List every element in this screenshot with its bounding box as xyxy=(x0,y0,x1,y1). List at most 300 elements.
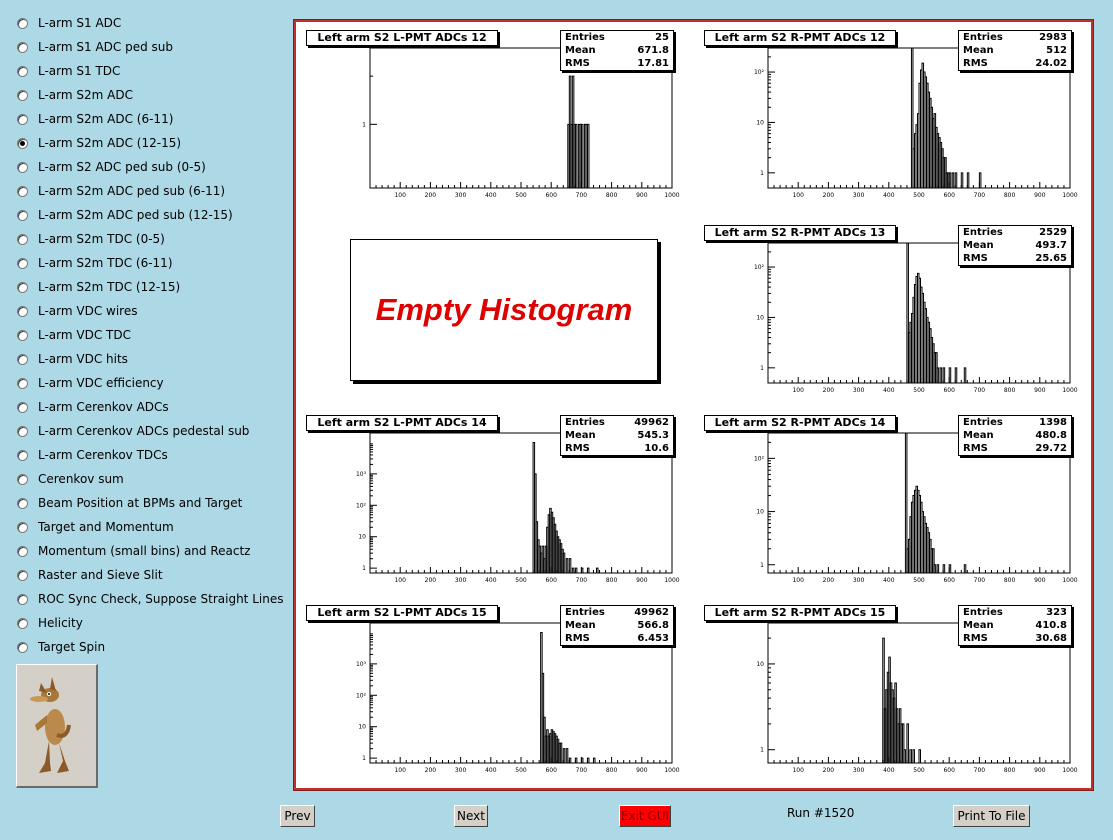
stats-label: RMS xyxy=(963,633,988,644)
x-tick-label: 700 xyxy=(973,192,986,199)
stats-row-rms xyxy=(959,632,1071,645)
x-tick-label: 300 xyxy=(852,387,865,394)
x-tick-label: 900 xyxy=(1034,192,1046,199)
x-tick-label: 300 xyxy=(454,192,467,199)
coyote-icon xyxy=(17,665,96,786)
x-tick-label: 800 xyxy=(605,192,618,199)
stats-label: Mean xyxy=(565,620,596,631)
x-tick-label: 100 xyxy=(792,387,804,394)
histogram-panel xyxy=(702,605,1092,785)
histogram-bin xyxy=(937,368,939,383)
histogram-bin xyxy=(569,559,571,573)
x-tick-label: 400 xyxy=(883,387,895,394)
x-tick-label: 1000 xyxy=(1062,767,1078,774)
x-tick-label: 200 xyxy=(424,767,437,774)
x-tick-label: 300 xyxy=(852,192,865,199)
menu-option[interactable] xyxy=(17,350,128,368)
x-tick-label: 200 xyxy=(822,387,835,394)
histogram-bin xyxy=(955,173,957,188)
x-tick-label: 200 xyxy=(424,577,437,584)
x-tick-label: 800 xyxy=(1003,387,1016,394)
menu-option-label: L-arm S2m ADC (6-11) xyxy=(38,112,174,126)
menu-option-label: L-arm VDC efficiency xyxy=(38,376,164,390)
stats-value: 512 xyxy=(1046,45,1067,56)
radio-button[interactable] xyxy=(17,642,28,653)
x-tick-label: 200 xyxy=(822,192,835,199)
next-button[interactable]: Next xyxy=(454,805,488,827)
histogram-bin xyxy=(581,568,583,573)
stats-row-entries xyxy=(561,606,673,619)
menu-option[interactable] xyxy=(17,206,233,224)
stats-row-rms xyxy=(959,442,1071,455)
stats-label: RMS xyxy=(963,58,988,69)
x-tick-label: 900 xyxy=(636,192,648,199)
menu-option-label: L-arm S1 ADC xyxy=(38,16,122,30)
stats-label: RMS xyxy=(565,633,590,644)
radio-button[interactable] xyxy=(17,594,28,605)
x-tick-label: 900 xyxy=(636,767,648,774)
histogram-bin xyxy=(560,743,562,763)
radio-button[interactable] xyxy=(17,66,28,77)
histogram-title: Left arm S2 L-PMT ADCs 14 xyxy=(306,415,498,431)
stats-value: 323 xyxy=(1046,607,1067,618)
stats-label: Mean xyxy=(963,430,994,441)
histogram-bin xyxy=(964,368,966,383)
menu-option[interactable] xyxy=(17,134,181,152)
x-tick-label: 1000 xyxy=(1062,387,1078,394)
stats-value: 480.8 xyxy=(1035,430,1067,441)
stats-label: RMS xyxy=(565,58,590,69)
stats-value: 2983 xyxy=(1039,32,1067,43)
radio-button[interactable] xyxy=(17,378,28,389)
y-tick-label: 10² xyxy=(753,455,764,463)
x-tick-label: 200 xyxy=(424,192,437,199)
stats-label: Mean xyxy=(565,45,596,56)
radio-button[interactable] xyxy=(17,282,28,293)
x-tick-label: 100 xyxy=(394,577,406,584)
histogram-title: Left arm S2 R-PMT ADCs 14 xyxy=(704,415,896,431)
radio-button[interactable] xyxy=(17,570,28,581)
histogram-bin xyxy=(593,758,595,763)
radio-button[interactable] xyxy=(17,546,28,557)
stats-value: 671.8 xyxy=(637,45,669,56)
x-tick-label: 900 xyxy=(636,577,648,584)
histogram-bin xyxy=(575,758,577,763)
radio-button[interactable] xyxy=(17,258,28,269)
x-tick-label: 500 xyxy=(515,767,527,774)
histogram-bin xyxy=(569,758,571,763)
menu-option-label: L-arm VDC hits xyxy=(38,352,128,366)
x-tick-label: 900 xyxy=(1034,577,1046,584)
stats-value: 17.81 xyxy=(637,58,669,69)
histogram-bin xyxy=(940,368,942,383)
radio-button[interactable] xyxy=(17,162,28,173)
stats-label: RMS xyxy=(963,253,988,264)
radio-button[interactable] xyxy=(17,234,28,245)
stats-row-entries xyxy=(959,31,1071,44)
histogram-bin xyxy=(563,553,565,573)
x-tick-label: 700 xyxy=(973,577,986,584)
menu-option[interactable] xyxy=(17,158,206,176)
radio-button[interactable] xyxy=(17,186,28,197)
histogram-panel xyxy=(304,605,694,785)
histogram-bin xyxy=(575,568,577,573)
stats-value: 6.453 xyxy=(637,633,669,644)
x-tick-label: 200 xyxy=(822,767,835,774)
histogram-title: Left arm S2 R-PMT ADCs 15 xyxy=(704,605,896,621)
stats-label: Mean xyxy=(565,430,596,441)
histogram-bin xyxy=(943,565,945,573)
stats-label: Entries xyxy=(565,607,605,618)
stats-label: RMS xyxy=(565,443,590,454)
menu-option[interactable] xyxy=(17,254,173,272)
radio-button[interactable] xyxy=(17,474,28,485)
histogram-bin xyxy=(587,568,589,573)
y-tick-label: 10 xyxy=(756,660,764,668)
stats-value: 10.6 xyxy=(644,443,669,454)
x-tick-label: 600 xyxy=(545,577,557,584)
stats-row-entries xyxy=(959,226,1071,239)
stats-row-mean xyxy=(959,619,1071,632)
histogram-panel xyxy=(304,225,694,405)
menu-option[interactable] xyxy=(17,86,133,104)
run-number-label: Run #1520 xyxy=(787,806,855,820)
y-tick-label: 10³ xyxy=(355,470,366,478)
histogram-bin xyxy=(961,173,963,188)
radio-button[interactable] xyxy=(17,306,28,317)
stats-row-entries xyxy=(959,416,1071,429)
stats-box xyxy=(958,30,1072,71)
stats-label: Entries xyxy=(963,607,1003,618)
histogram-panel xyxy=(702,225,1092,405)
x-tick-label: 300 xyxy=(454,577,467,584)
x-tick-label: 800 xyxy=(605,767,618,774)
stats-row-rms xyxy=(561,632,673,645)
menu-option[interactable] xyxy=(17,182,225,200)
stats-box xyxy=(560,605,674,646)
x-tick-label: 700 xyxy=(575,577,588,584)
histogram-title: Left arm S2 L-PMT ADCs 12 xyxy=(306,30,498,46)
histogram-bin xyxy=(943,368,945,383)
y-tick-label: 10 xyxy=(358,723,366,731)
y-tick-label: 1 xyxy=(760,746,764,754)
stats-label: Entries xyxy=(963,227,1003,238)
x-tick-label: 700 xyxy=(973,387,986,394)
menu-option[interactable] xyxy=(17,230,165,248)
stats-box xyxy=(560,415,674,456)
stats-value: 49962 xyxy=(634,607,669,618)
y-tick-label: 1 xyxy=(362,755,366,763)
x-tick-label: 600 xyxy=(545,192,557,199)
x-tick-label: 100 xyxy=(792,577,804,584)
x-tick-label: 400 xyxy=(883,767,895,774)
menu-option[interactable] xyxy=(17,326,131,344)
empty-histogram-box xyxy=(350,239,658,381)
x-tick-label: 400 xyxy=(485,577,497,584)
histogram-bin xyxy=(949,173,951,188)
y-tick-label: 10² xyxy=(355,692,366,700)
x-tick-label: 300 xyxy=(852,767,865,774)
menu-option-label: Raster and Sieve Slit xyxy=(38,568,163,582)
menu-option[interactable] xyxy=(17,470,124,488)
stats-label: Entries xyxy=(565,417,605,428)
histogram-canvas xyxy=(293,19,1094,791)
x-tick-label: 500 xyxy=(515,577,527,584)
menu-option-label: L-arm S2m ADC ped sub (6-11) xyxy=(38,184,226,198)
x-tick-label: 700 xyxy=(575,192,588,199)
x-tick-label: 700 xyxy=(973,767,986,774)
y-tick-label: 1 xyxy=(362,565,366,573)
stats-value: 25 xyxy=(655,32,669,43)
y-tick-label: 10² xyxy=(355,502,366,510)
menu-option[interactable] xyxy=(17,302,137,320)
stats-row-rms xyxy=(561,442,673,455)
menu-option[interactable] xyxy=(17,110,173,128)
stats-value: 566.8 xyxy=(637,620,669,631)
x-tick-label: 1000 xyxy=(664,192,680,199)
menu-option-label: L-arm S2m ADC (12-15) xyxy=(38,136,182,150)
histogram-bin xyxy=(904,750,906,763)
radio-button[interactable] xyxy=(17,402,28,413)
histogram-panel xyxy=(702,30,1092,210)
x-tick-label: 600 xyxy=(943,577,955,584)
radio-button[interactable] xyxy=(17,138,28,149)
histogram-bin xyxy=(955,368,957,383)
stats-label: Entries xyxy=(963,417,1003,428)
x-tick-label: 1000 xyxy=(664,577,680,584)
menu-option-label: ROC Sync Check, Suppose Straight Lines xyxy=(38,592,284,606)
histogram-panel xyxy=(304,415,694,595)
stats-value: 1398 xyxy=(1039,417,1067,428)
histogram-bin xyxy=(597,568,599,573)
histogram-bin xyxy=(572,568,574,573)
menu-option-label: L-arm S2m ADC ped sub (12-15) xyxy=(38,208,233,222)
x-tick-label: 800 xyxy=(1003,577,1016,584)
x-tick-label: 1000 xyxy=(664,767,680,774)
histogram-bin xyxy=(949,565,951,573)
stats-value: 25.65 xyxy=(1035,253,1067,264)
stats-value: 2529 xyxy=(1039,227,1067,238)
radio-button[interactable] xyxy=(17,450,28,461)
stats-row-mean xyxy=(561,429,673,442)
stats-row-mean xyxy=(561,44,673,57)
x-tick-label: 100 xyxy=(792,767,804,774)
stats-value: 410.8 xyxy=(1035,620,1067,631)
stats-box xyxy=(958,225,1072,266)
histogram-bin xyxy=(979,173,981,188)
x-tick-label: 500 xyxy=(515,192,527,199)
stats-label: Entries xyxy=(963,32,1003,43)
stats-value: 493.7 xyxy=(1035,240,1067,251)
menu-option[interactable] xyxy=(17,590,283,608)
histogram-panel xyxy=(702,415,1092,595)
x-tick-label: 200 xyxy=(822,577,835,584)
x-tick-label: 400 xyxy=(485,767,497,774)
histogram-bin xyxy=(575,124,577,188)
stats-row-mean xyxy=(959,239,1071,252)
histogram-bin xyxy=(913,750,915,763)
histogram-title: Left arm S2 R-PMT ADCs 12 xyxy=(704,30,896,46)
stats-label: RMS xyxy=(963,443,988,454)
stats-row-rms xyxy=(959,57,1071,70)
x-tick-label: 800 xyxy=(1003,767,1016,774)
histogram-title: Left arm S2 R-PMT ADCs 13 xyxy=(704,225,896,241)
histogram-bin xyxy=(587,124,589,188)
stats-box xyxy=(958,415,1072,456)
stats-row-entries xyxy=(959,606,1071,619)
stats-row-entries xyxy=(561,416,673,429)
x-tick-label: 500 xyxy=(913,767,925,774)
histogram-bin xyxy=(967,173,969,188)
stats-row-mean xyxy=(959,44,1071,57)
x-tick-label: 900 xyxy=(1034,387,1046,394)
stats-row-rms xyxy=(561,57,673,70)
x-tick-label: 500 xyxy=(913,577,925,584)
menu-option-label: L-arm VDC wires xyxy=(38,304,138,318)
x-tick-label: 400 xyxy=(883,577,895,584)
menu-option[interactable] xyxy=(17,14,121,32)
y-tick-label: 10³ xyxy=(355,660,366,668)
menu-option[interactable] xyxy=(17,374,164,392)
radio-button[interactable] xyxy=(17,42,28,53)
x-tick-label: 100 xyxy=(394,767,406,774)
x-tick-label: 400 xyxy=(485,192,497,199)
stats-value: 24.02 xyxy=(1035,58,1067,69)
y-tick-label: 10² xyxy=(753,264,764,272)
x-tick-label: 300 xyxy=(852,577,865,584)
radio-button[interactable] xyxy=(17,330,28,341)
histogram-bin xyxy=(934,565,936,573)
prev-button[interactable]: Prev xyxy=(280,805,315,827)
menu-option-label: L-arm S2m TDC (12-15) xyxy=(38,280,181,294)
y-tick-label: 1 xyxy=(362,121,366,129)
radio-button[interactable] xyxy=(17,18,28,29)
menu-option-label: Momentum (small bins) and Reactz xyxy=(38,544,251,558)
menu-option[interactable] xyxy=(17,278,180,296)
y-tick-label: 10 xyxy=(756,119,764,127)
menu-option[interactable] xyxy=(17,542,250,560)
menu-option[interactable] xyxy=(17,398,169,416)
menu-option[interactable] xyxy=(17,446,168,464)
menu-option-label: Target Spin xyxy=(38,640,106,654)
radio-button[interactable] xyxy=(17,426,28,437)
y-tick-label: 10 xyxy=(358,533,366,541)
coyote-logo xyxy=(16,664,98,788)
radio-button[interactable] xyxy=(17,618,28,629)
radio-button[interactable] xyxy=(17,114,28,125)
x-tick-label: 600 xyxy=(943,192,955,199)
histogram-bin xyxy=(949,368,951,383)
menu-option[interactable] xyxy=(17,518,174,536)
x-tick-label: 600 xyxy=(943,387,955,394)
x-tick-label: 300 xyxy=(454,767,467,774)
empty-histogram-text: Empty Histogram xyxy=(375,292,633,327)
stats-row-entries xyxy=(561,31,673,44)
x-tick-label: 1000 xyxy=(1062,577,1078,584)
histogram-bin xyxy=(581,758,583,763)
histogram-bin xyxy=(964,565,966,573)
menu-option[interactable] xyxy=(17,638,105,656)
y-tick-label: 10 xyxy=(756,508,764,516)
x-tick-label: 1000 xyxy=(1062,192,1078,199)
histogram-bin xyxy=(566,749,568,763)
radio-button[interactable] xyxy=(17,90,28,101)
menu-option-label: L-arm Cerenkov ADCs pedestal sub xyxy=(38,424,250,438)
x-tick-label: 100 xyxy=(394,192,406,199)
histogram-bin xyxy=(919,750,921,763)
stats-label: Mean xyxy=(963,620,994,631)
menu-option[interactable] xyxy=(17,566,163,584)
histogram-bin xyxy=(907,724,909,763)
histogram-panel xyxy=(304,30,694,210)
stats-value: 545.3 xyxy=(637,430,669,441)
x-tick-label: 600 xyxy=(545,767,557,774)
histogram-bin xyxy=(581,124,583,188)
menu-option[interactable] xyxy=(17,62,120,80)
radio-button[interactable] xyxy=(17,522,28,533)
exit-gui-button[interactable]: Exit GUI xyxy=(619,805,671,827)
stats-row-rms xyxy=(959,252,1071,265)
menu-option-label: Cerenkov sum xyxy=(38,472,124,486)
stats-value: 49962 xyxy=(634,417,669,428)
radio-button[interactable] xyxy=(17,354,28,365)
histogram-bin xyxy=(937,565,939,573)
x-tick-label: 700 xyxy=(575,767,588,774)
menu-option-label: L-arm S2m TDC (6-11) xyxy=(38,256,173,270)
menu-option-label: L-arm S2m ADC xyxy=(38,88,133,102)
histogram-bin xyxy=(563,749,565,763)
histogram-bin xyxy=(910,750,912,763)
y-tick-label: 10² xyxy=(753,69,764,77)
menu-option-label: L-arm S2m TDC (0-5) xyxy=(38,232,165,246)
menu-option[interactable] xyxy=(17,422,249,440)
x-tick-label: 800 xyxy=(1003,192,1016,199)
y-tick-label: 10 xyxy=(756,314,764,322)
menu-option-label: Beam Position at BPMs and Target xyxy=(38,496,243,510)
radio-button[interactable] xyxy=(17,210,28,221)
x-tick-label: 100 xyxy=(792,192,804,199)
x-tick-label: 600 xyxy=(943,767,955,774)
y-tick-label: 1 xyxy=(760,169,764,177)
histogram-bin xyxy=(952,173,954,188)
menu-option-label: Target and Momentum xyxy=(38,520,174,534)
stats-row-mean xyxy=(959,429,1071,442)
stats-label: Entries xyxy=(565,32,605,43)
menu-option-label: Helicity xyxy=(38,616,83,630)
histogram-bin xyxy=(566,559,568,573)
radio-button[interactable] xyxy=(17,498,28,509)
histogram-bin xyxy=(587,758,589,763)
histogram-title: Left arm S2 L-PMT ADCs 15 xyxy=(306,605,498,621)
print-to-file-button[interactable]: Print To File xyxy=(953,805,1030,827)
menu-option[interactable] xyxy=(17,38,173,56)
menu-option-label: L-arm S1 TDC xyxy=(38,64,121,78)
menu-option[interactable] xyxy=(17,614,83,632)
stats-row-mean xyxy=(561,619,673,632)
stats-box xyxy=(560,30,674,71)
x-tick-label: 400 xyxy=(883,192,895,199)
menu-option-label: L-arm S1 ADC ped sub xyxy=(38,40,173,54)
stats-value: 30.68 xyxy=(1035,633,1067,644)
y-tick-label: 1 xyxy=(760,561,764,569)
stats-value: 29.72 xyxy=(1035,443,1067,454)
menu-option[interactable] xyxy=(17,494,242,512)
x-tick-label: 500 xyxy=(913,387,925,394)
stats-label: Mean xyxy=(963,240,994,251)
menu-option-label: L-arm VDC TDC xyxy=(38,328,131,342)
stats-box xyxy=(958,605,1072,646)
y-tick-label: 1 xyxy=(760,364,764,372)
